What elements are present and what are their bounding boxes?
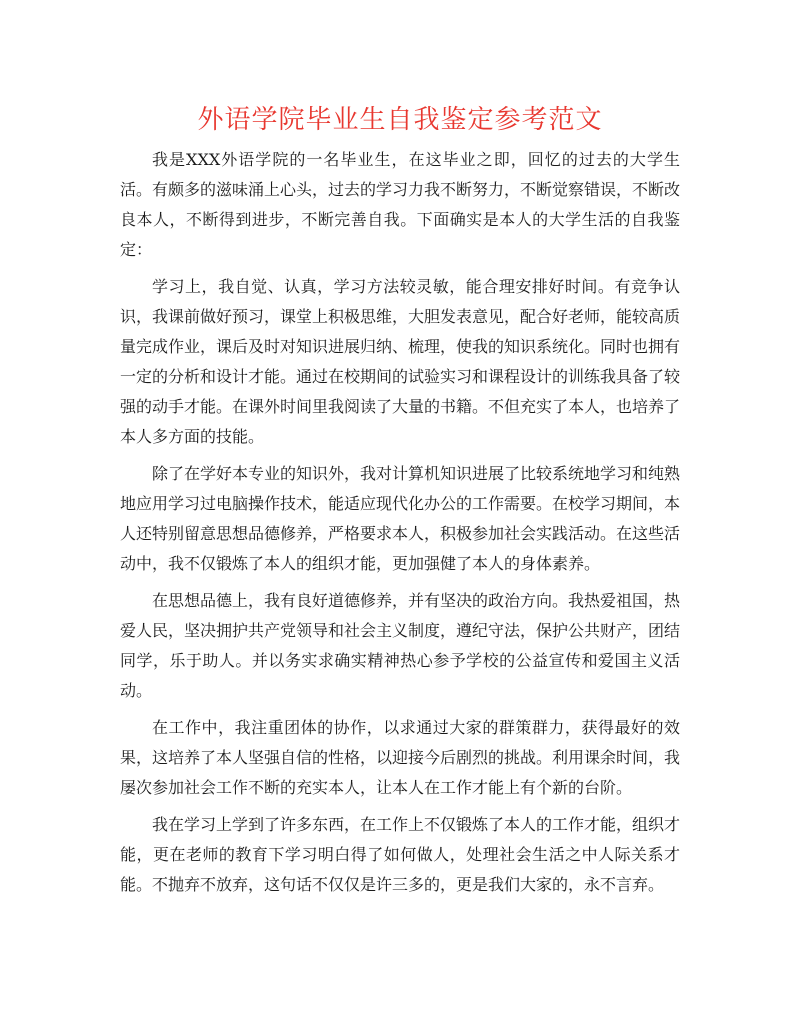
paragraph-2: 学习上，我自觉、认真，学习方法较灵敏，能合理安排好时间。有竞争认识，我课前做好预习，课堂上积极思维，大胆发表意见，配合好老师，能较高质量完成作业，课后及时对知识进展归纳、梳理，使我的知识系统化。同时也拥有一定的分析和设计才能。通过在校期间的试验实习和课程设计的训练我具备了较强的动手才能。在课外时间里我阅读了大量的书籍。不但充实了本人，也培养了本人多方面的技能。 bbox=[120, 277, 681, 446]
paragraph-5: 在工作中，我注重团体的协作，以求通过大家的群策群力，获得最好的效果，这培养了本人坚强自信的性格，以迎接今后剧烈的挑战。利用课余时间，我屡次参加社会工作不断的充实本人，让本人在工作才能上有个新的台阶。 bbox=[120, 718, 681, 797]
paragraph-6: 我在学习上学到了许多东西，在工作上不仅锻炼了本人的工作才能，组织才能，更在老师的教育下学习明白得了如何做人，处理社会生活之中人际关系才能。不抛弃不放弃，这句话不仅仅是许三多的，更是我们大家的，永不言弃。 bbox=[120, 815, 681, 894]
paragraph-3: 除了在学好本专业的知识外，我对计算机知识进展了比较系统地学习和纯熟地应用学习过电脑操作技术，能适应现代化办公的工作需要。在校学习期间，本人还特别留意思想品德修养，严格要求本人，积极参加社会实践活动。在这些活动中，我不仅锻炼了本人的组织才能，更加强健了本人的身体素养。 bbox=[120, 464, 681, 573]
document-title: 外语学院毕业生自我鉴定参考范文 bbox=[197, 105, 603, 135]
paragraph-4: 在思想品德上，我有良好道德修养，并有坚决的政治方向。我热爱祖国，热爱人民，坚决拥护共产党领导和社会主义制度，遵纪守法，保护公共财产，团结同学，乐于助人。并以务实求确实精神热心参予学校的公益宣传和爱国主义活动。 bbox=[120, 591, 681, 700]
paragraph-1: 我是XXX外语学院的一名毕业生，在这毕业之即，回忆的过去的大学生活。有颇多的滋味涌上心头，过去的学习力我不断努力，不断觉察错误，不断改良本人，不断得到进步，不断完善自我。下面确实是本人的大学生活的自我鉴定： bbox=[120, 150, 681, 259]
document-body bbox=[120, 145, 680, 907]
